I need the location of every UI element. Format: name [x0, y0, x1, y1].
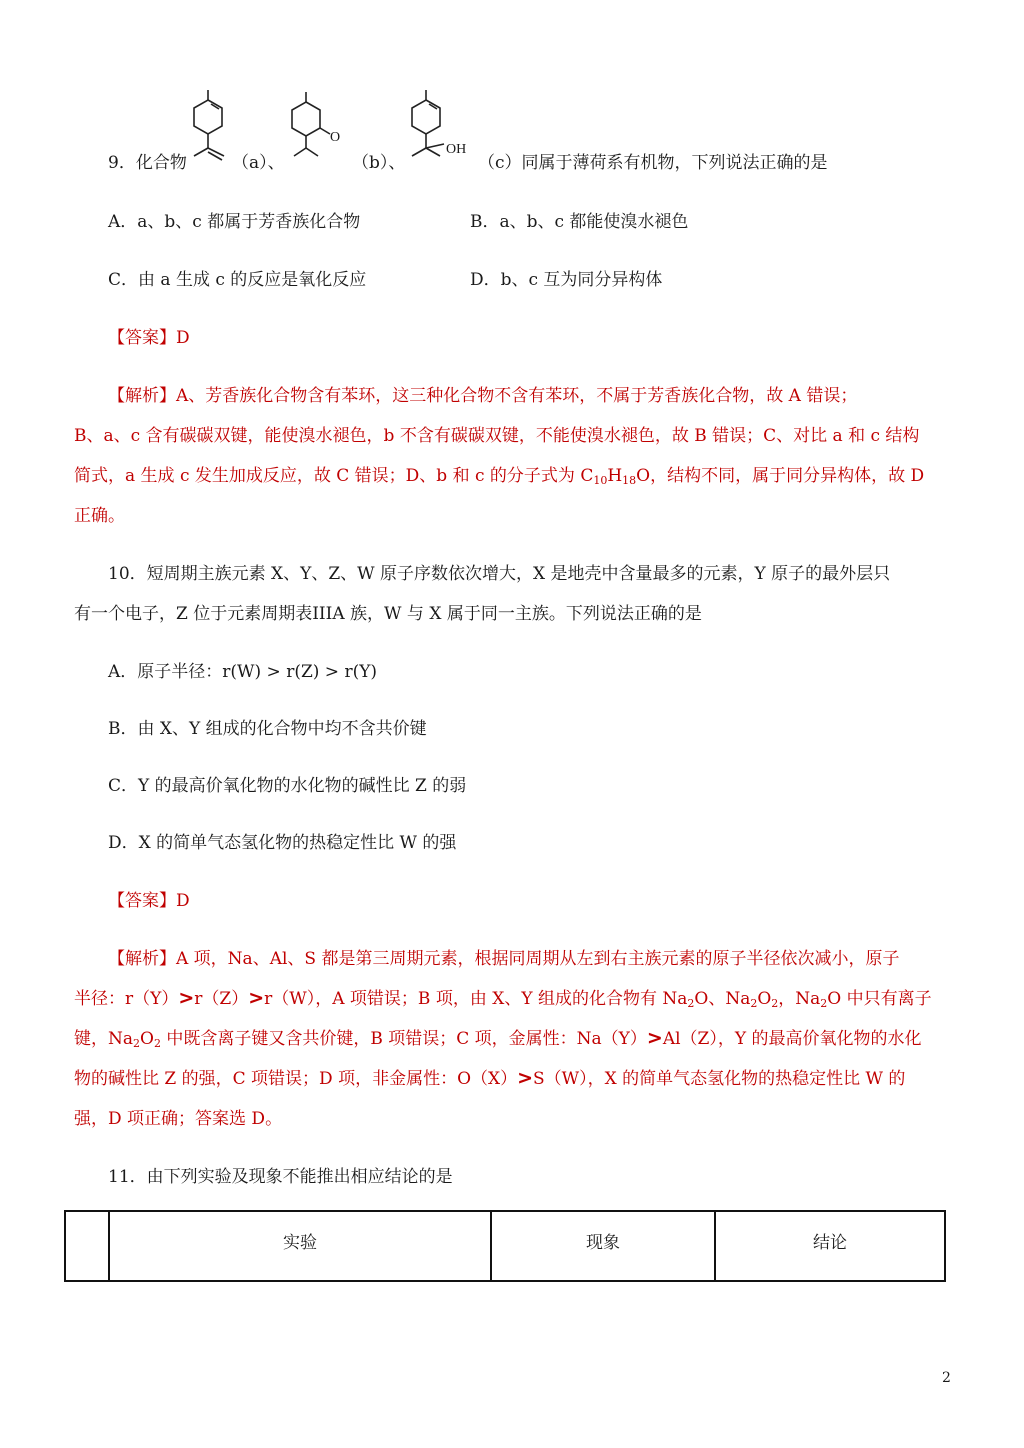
q10-stem-line-2: 有一个电子，Z 位于元素周期表IIIA 族，W 与 X 属于同一主族。下列说法正确的是 — [74, 604, 702, 624]
q10-analysis-line-1: 【解析】A 项，Na、Al、S 都是第三周期元素，根据同周期从左到右主族元素的原子半径依次减小，原子 — [108, 949, 900, 969]
q9-option-a: A．a、b、c 都属于芳香族化合物 — [108, 212, 361, 232]
q9-analysis-line-3: 简式，a 生成 c 发生加成反应，故 C 错误；D、b 和 c 的分子式为 $C_{10}H_{18}O$，结构不同，属于同分异构体，故 D — [74, 466, 925, 487]
q10-option-b: B．由 X、Y 组成的化合物中均不含共价键 — [108, 719, 427, 739]
q9-label-b: （b）、 — [352, 153, 406, 173]
q10-answer: 【答案】D — [108, 891, 190, 911]
q10-option-d: D．X 的简单气态氢化物的热稳定性比 W 的强 — [108, 833, 457, 853]
structure-b-o-label: O — [330, 130, 341, 145]
q9-stem-prefix: 9．化合物 — [108, 153, 187, 173]
q10-stem-line-1: 10．短周期主族元素 X、Y、Z、W 原子序数依次增大，X 是地壳中含量最多的元素，Y 原子的最外层只 — [108, 564, 891, 584]
structure-c-icon — [404, 88, 460, 174]
q9-option-d: D．b、c 互为同分异构体 — [470, 270, 663, 290]
q11-stem: 11．由下列实验及现象不能推出相应结论的是 — [108, 1167, 453, 1187]
table-header-conclusion: 结论 — [715, 1211, 945, 1281]
q11-table — [64, 1210, 946, 1282]
q9-option-c: C．由 a 生成 c 的反应是氧化反应 — [108, 270, 367, 290]
q9-option-b: B．a、b、c 都能使溴水褪色 — [470, 212, 689, 232]
q10-analysis-line-4: 物的碱性比 Z 的强，C 项错误；D 项，非金属性：O（X）>S（W），X 的简单气态氢化物的热稳定性比 W 的 — [74, 1067, 906, 1089]
table-header-index — [65, 1211, 109, 1281]
table-header-phenomenon: 现象 — [491, 1211, 715, 1281]
q9-analysis-line-4: 正确。 — [74, 506, 125, 526]
q10-analysis-line-3: 键，$Na_2O_2$ 中既含离子键又含共价键，B 项错误；C 项，金属性：Na（Y）>Al（Z），Y 的最高价氧化物的水化 — [74, 1027, 922, 1050]
q9-stem-suffix: （c）同属于薄荷系有机物，下列说法正确的是 — [478, 153, 828, 173]
q9-label-a: （a）、 — [232, 153, 285, 173]
table-header-experiment: 实验 — [109, 1211, 491, 1281]
structure-c-oh-label: OH — [446, 142, 467, 157]
q9-answer: 【答案】D — [108, 328, 190, 348]
q10-option-a: A．原子半径：r(W) > r(Z) > r(Y) — [108, 662, 378, 682]
q10-option-c: C．Y 的最高价氧化物的水化物的碱性比 Z 的弱 — [108, 776, 467, 796]
structure-b-icon — [284, 90, 348, 168]
page-number: 2 — [942, 1370, 951, 1386]
q9-analysis-line-2: B、a、c 含有碳碳双键，能使溴水褪色，b 不含有碳碳双键，不能使溴水褪色，故 B 错误；C、对比 a 和 c 结构 — [74, 426, 920, 446]
q10-analysis-line-5: 强，D 项正确；答案选 D。 — [74, 1109, 283, 1129]
q9-analysis-line-1: 【解析】A、芳香族化合物含有苯环，这三种化合物不含有苯环，不属于芳香族化合物，故 A 错误； — [108, 386, 858, 406]
q10-analysis-line-2: 半径：r（Y）>r（Z）>r（W），A 项错误；B 项，由 X、Y 组成的化合物有 $Na_2O$、$Na_2O_2$，$Na_2O$ 中只有离子 — [74, 987, 932, 1010]
table-header-row — [65, 1211, 945, 1281]
